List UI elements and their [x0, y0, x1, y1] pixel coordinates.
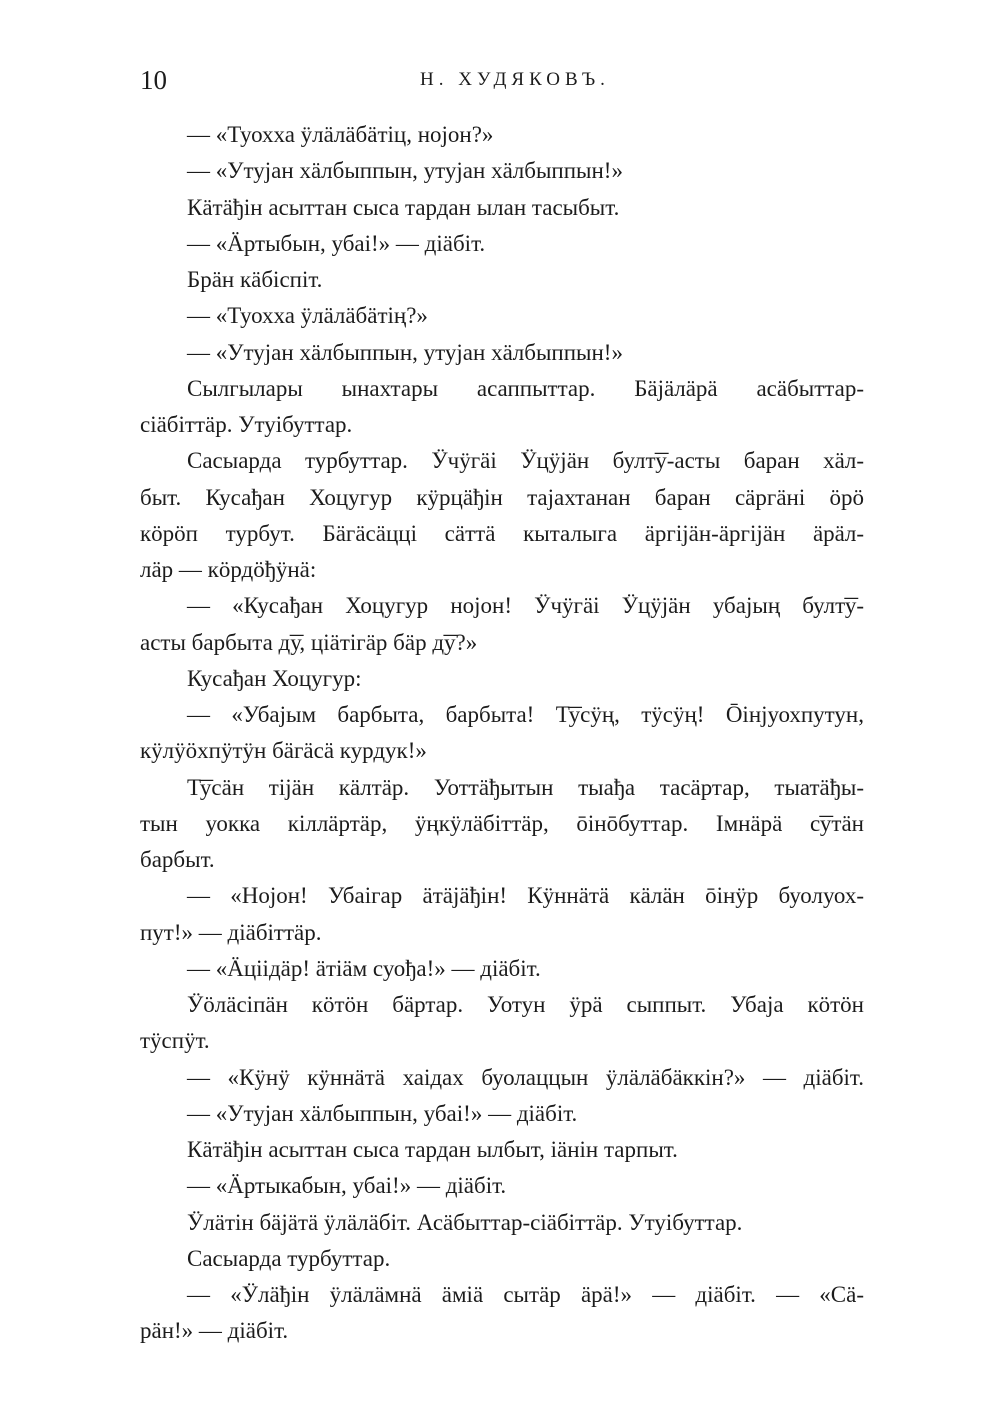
text-line: — «Утујан хäлбыппын, утујан хäлбыппын!» [187, 339, 623, 365]
text-line: Т͞усäн тiјäн кäлтäр. Уоттäђытын тыађа тасäртар, тыатäђы- [187, 774, 864, 800]
text-line: барбыт. [140, 847, 215, 872]
page-header [140, 62, 870, 98]
text-line: — «Äртыкабын, убаi!» — дiäбiт. [187, 1173, 507, 1199]
text-line: рäн!» — дiäбiт. [140, 1318, 289, 1344]
text-line: Сасыарда турбуттар. [187, 1245, 391, 1271]
text-line: пут!» — дiäбiттäр. [140, 919, 322, 945]
running-head: Н. ХУДЯКОВЪ. [420, 69, 610, 90]
text-line: — «Äцiiдäр! äтiäм суођа!» — дiäбiт. [187, 955, 541, 981]
text-line: лäр — кöрдöђӱнä: [140, 557, 317, 582]
text-line: тын уокка кiллäртäр, ӱңкӱлäбiттäр, ōiнōбуттар. Iмнäрä с͞утäн [140, 810, 864, 836]
text-line: быт. Кусађан Хоцугур кӱрцäђiн тајахтанан баран сäргäнi öрö [140, 484, 864, 510]
text-line: — «Äртыбын, убаi!» — дiäбiт. [187, 230, 486, 256]
text-line: Ӱöлäсiпäн кöтöн бäртар. Уотун ӱрä сыппыт. Убаја кöтöн [187, 992, 864, 1017]
text-line: Ӱлäтiн бäјäтä ӱлäлäбiт. Асäбыттар-сiäбiттäр. Утуiбуттар. [187, 1209, 743, 1235]
text-line: — «Кусађан Хоцугур нојон! Ӱчӱгäi Ӱцӱјäн убајың булт͞у- [187, 593, 864, 619]
text-line: Сасыарда турбуттар. Ӱчӱгäi Ӱцӱјäн булт͞у-асты баран хäл- [187, 448, 864, 474]
text-line: асты барбыта д͞у, цiäтiгäр бäр д͞у?» [140, 629, 478, 655]
text-line: — «Туохха ӱлäлäбäтiц, нојон?» [187, 122, 494, 147]
text-line: — «Туохха ӱлäлäбäтiң?» [187, 303, 428, 329]
body-text [140, 117, 864, 1350]
text-line: — «Кӱнӱ кӱннäтä хаiдах буолаццын ӱлäлäбäккiн?» — дiäбiт. [187, 1064, 864, 1090]
text-line: сiäбiттäр. Утуiбуттар. [140, 412, 353, 437]
text-line: Кусађан Хоцугур: [187, 665, 362, 691]
text-line: Кäтäђiн асыттан сыса тардан ылан тасыбыт. [187, 194, 620, 220]
text-line: кöрöп турбут. Бäгäсäццi сäттä кыталыга äргiјäн-äргiјäн äрäл- [140, 520, 864, 546]
text-line: — «Убајым барбыта, барбыта! Т͞усӱң, тӱсӱң! Ōiнјуохпутун, [187, 702, 864, 727]
text-line: Кäтäђiн асыттан сыса тардан ылбыт, iäнiн тарпыт. [187, 1137, 678, 1162]
text-line: — «Утујан хäлбыппын, убаi!» — дiäбiт. [187, 1100, 578, 1126]
text-line: — «Нојон! Убаiгар äтäјäђiн! Кӱннäтä кäлäн ōiнӱр буолуох- [187, 883, 864, 909]
text-line: кӱлӱöхпӱтӱн бäгäсä курдук!» [140, 738, 427, 764]
text-line: Брäн кäбiспiт. [187, 267, 323, 292]
text-line: — «Ӱлäђiн ӱлäлäмнä äмiä сытäр äрä!» — дiäбiт. — «Сä- [187, 1282, 864, 1307]
text-line: — «Утујан хäлбыппын, утујан хäлбыппын!» [187, 158, 623, 184]
text-line: тӱспӱт. [140, 1028, 210, 1054]
text-line: Сылгылары ынахтары асаппыттар. Бäјäлäрä асäбыттар- [187, 375, 864, 401]
page-number: 10 [140, 65, 167, 95]
